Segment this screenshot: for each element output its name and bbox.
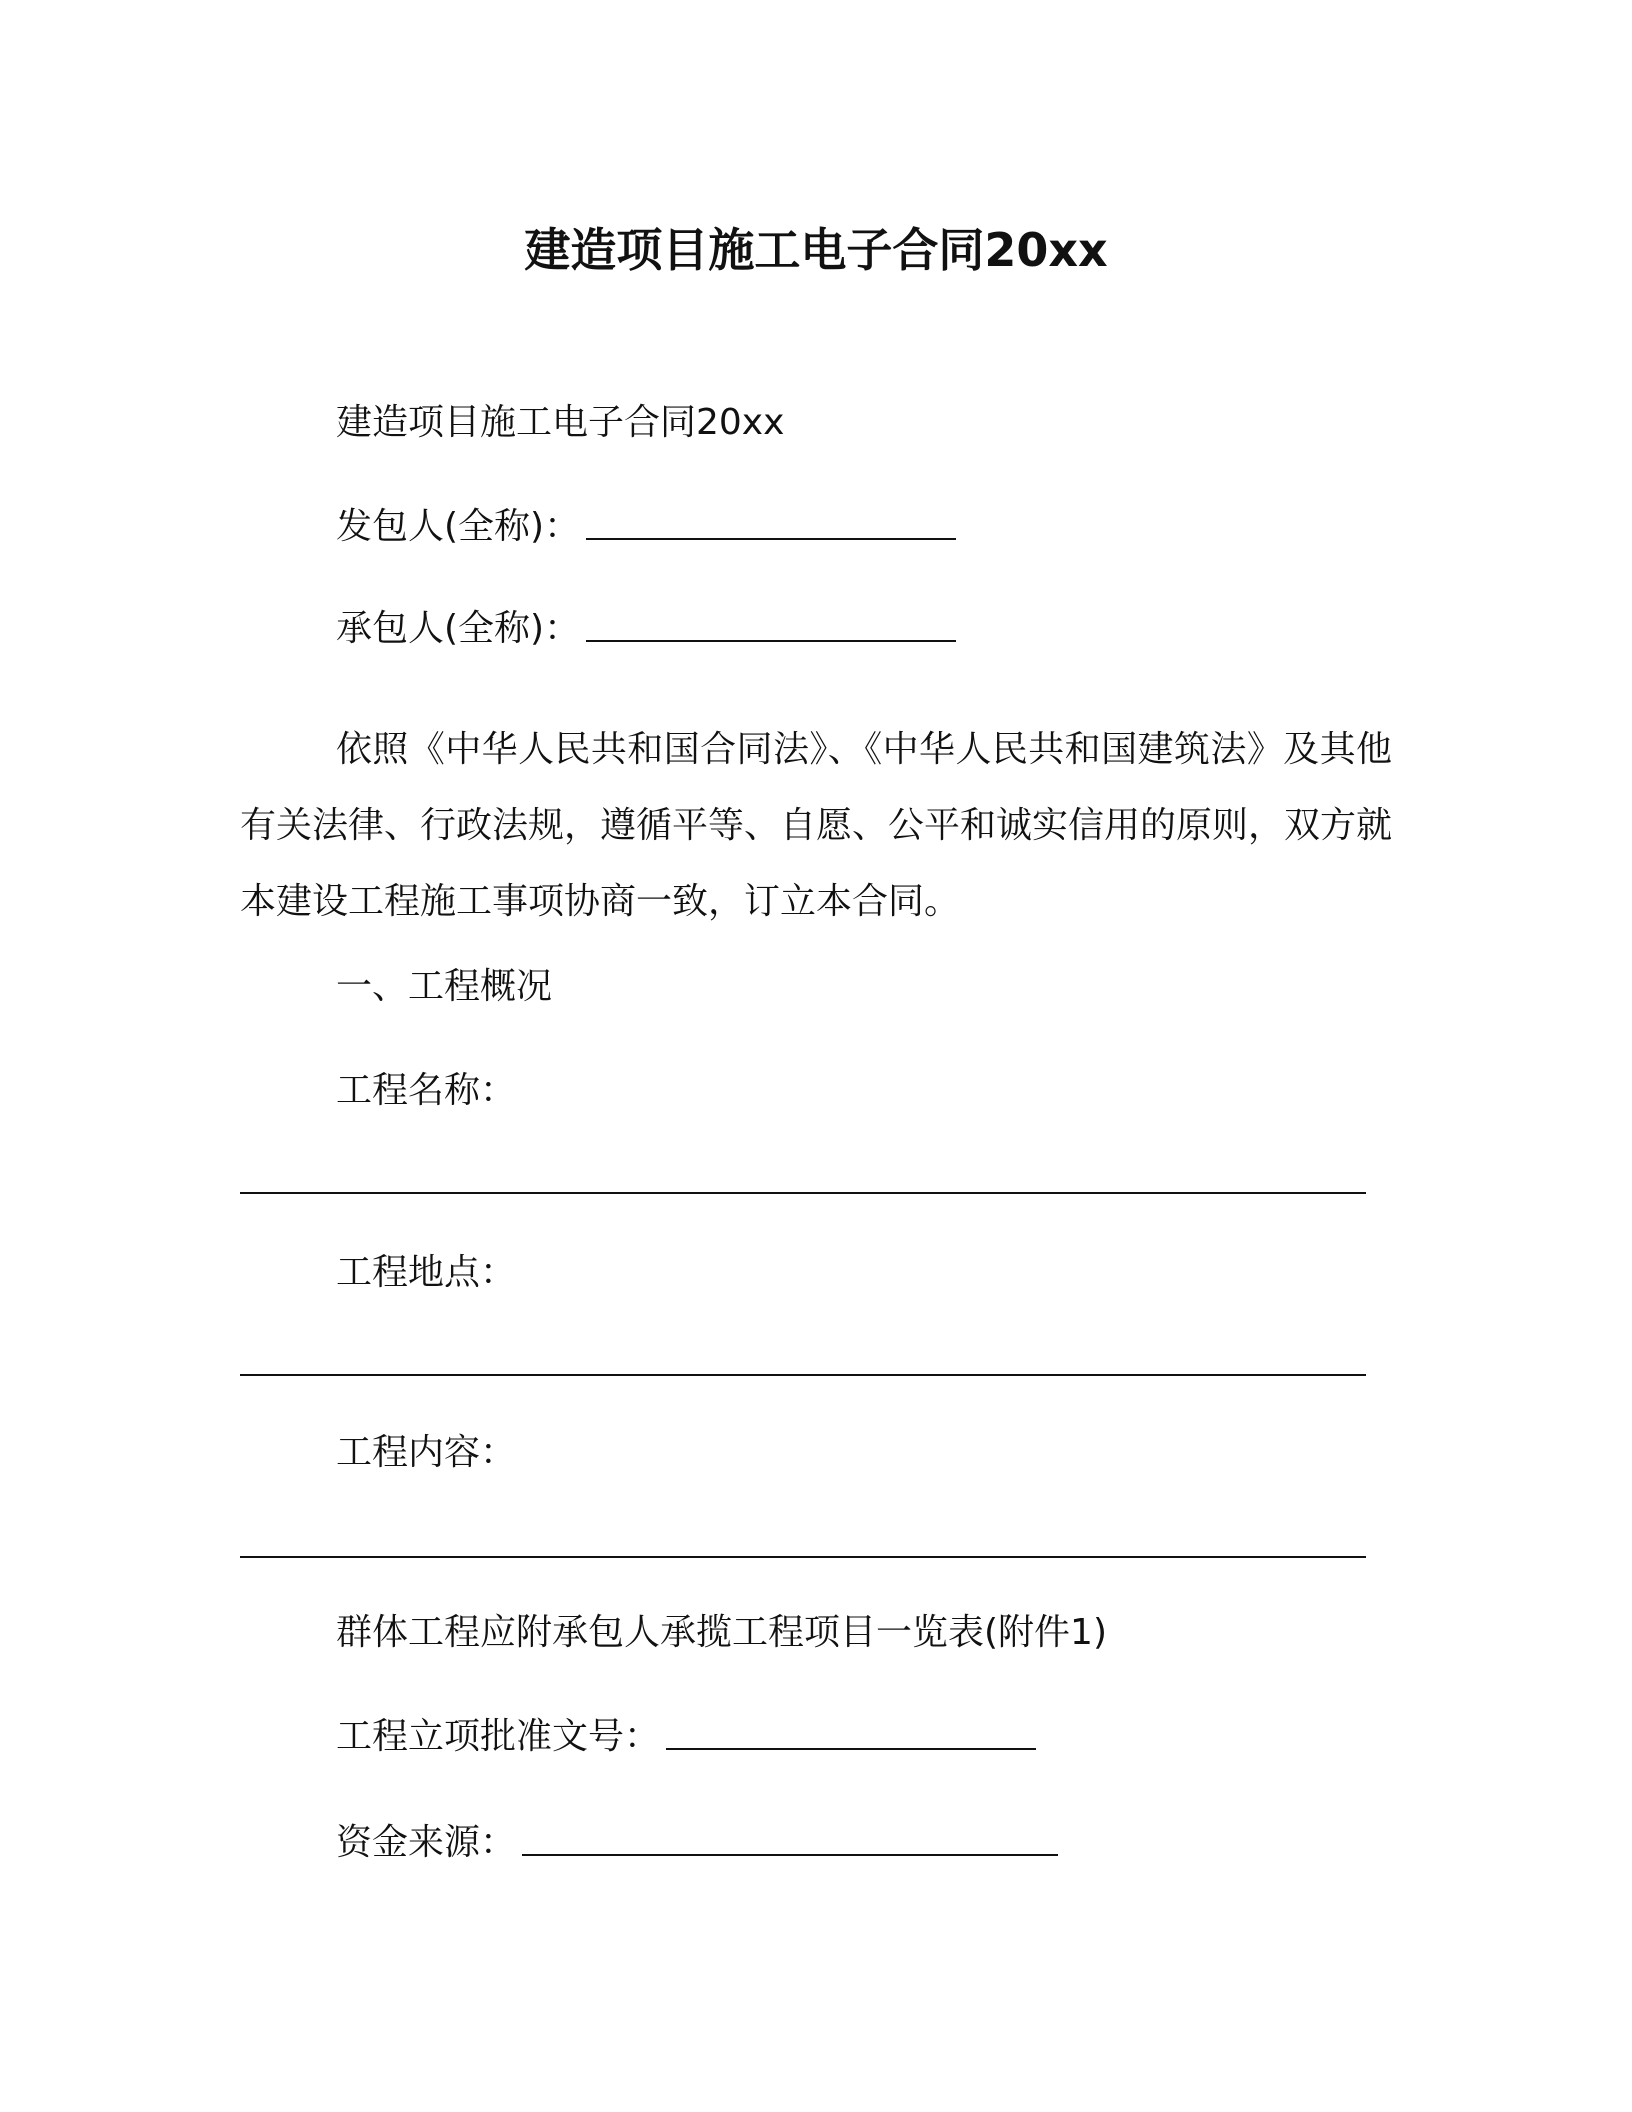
project-name-label: 工程名称： (336, 1070, 517, 1111)
contractor-label: 承包人(全称)： (336, 608, 581, 649)
approval-no-label: 工程立项批准文号： (336, 1716, 661, 1757)
employer-blank[interactable] (586, 538, 956, 540)
funding-source-blank[interactable] (522, 1854, 1058, 1856)
funding-source-field (336, 1818, 1058, 1868)
group-project-note: 群体工程应附承包人承揽工程项目一览表(附件1) (336, 1612, 1107, 1653)
funding-source-label: 资金来源： (336, 1822, 517, 1863)
section-heading: 一、工程概况 (336, 966, 553, 1007)
approval-no-field (336, 1712, 1036, 1762)
project-content-blank[interactable] (240, 1556, 1366, 1558)
contractor-blank[interactable] (586, 640, 956, 642)
project-location-label: 工程地点： (336, 1252, 517, 1293)
employer-field (336, 502, 956, 552)
preamble-paragraph: 依照《中华人民共和国合同法》、《中华人民共和国建筑法》及其他有关法律、行政法规，遵循平等、自愿、公平和诚实信用的原则，双方就本建设工程施工事项协商一致，订立本合同。 (240, 729, 1393, 922)
project-name-blank[interactable] (240, 1192, 1366, 1194)
project-location-blank[interactable] (240, 1374, 1366, 1376)
employer-label: 发包人(全称)： (336, 506, 581, 547)
contractor-field (336, 604, 956, 654)
project-content-label: 工程内容： (336, 1432, 517, 1473)
approval-no-blank[interactable] (666, 1748, 1036, 1750)
document-subtitle: 建造项目施工电子合同20xx (336, 402, 785, 443)
document-title: 建造项目施工电子合同20xx (524, 223, 1108, 277)
